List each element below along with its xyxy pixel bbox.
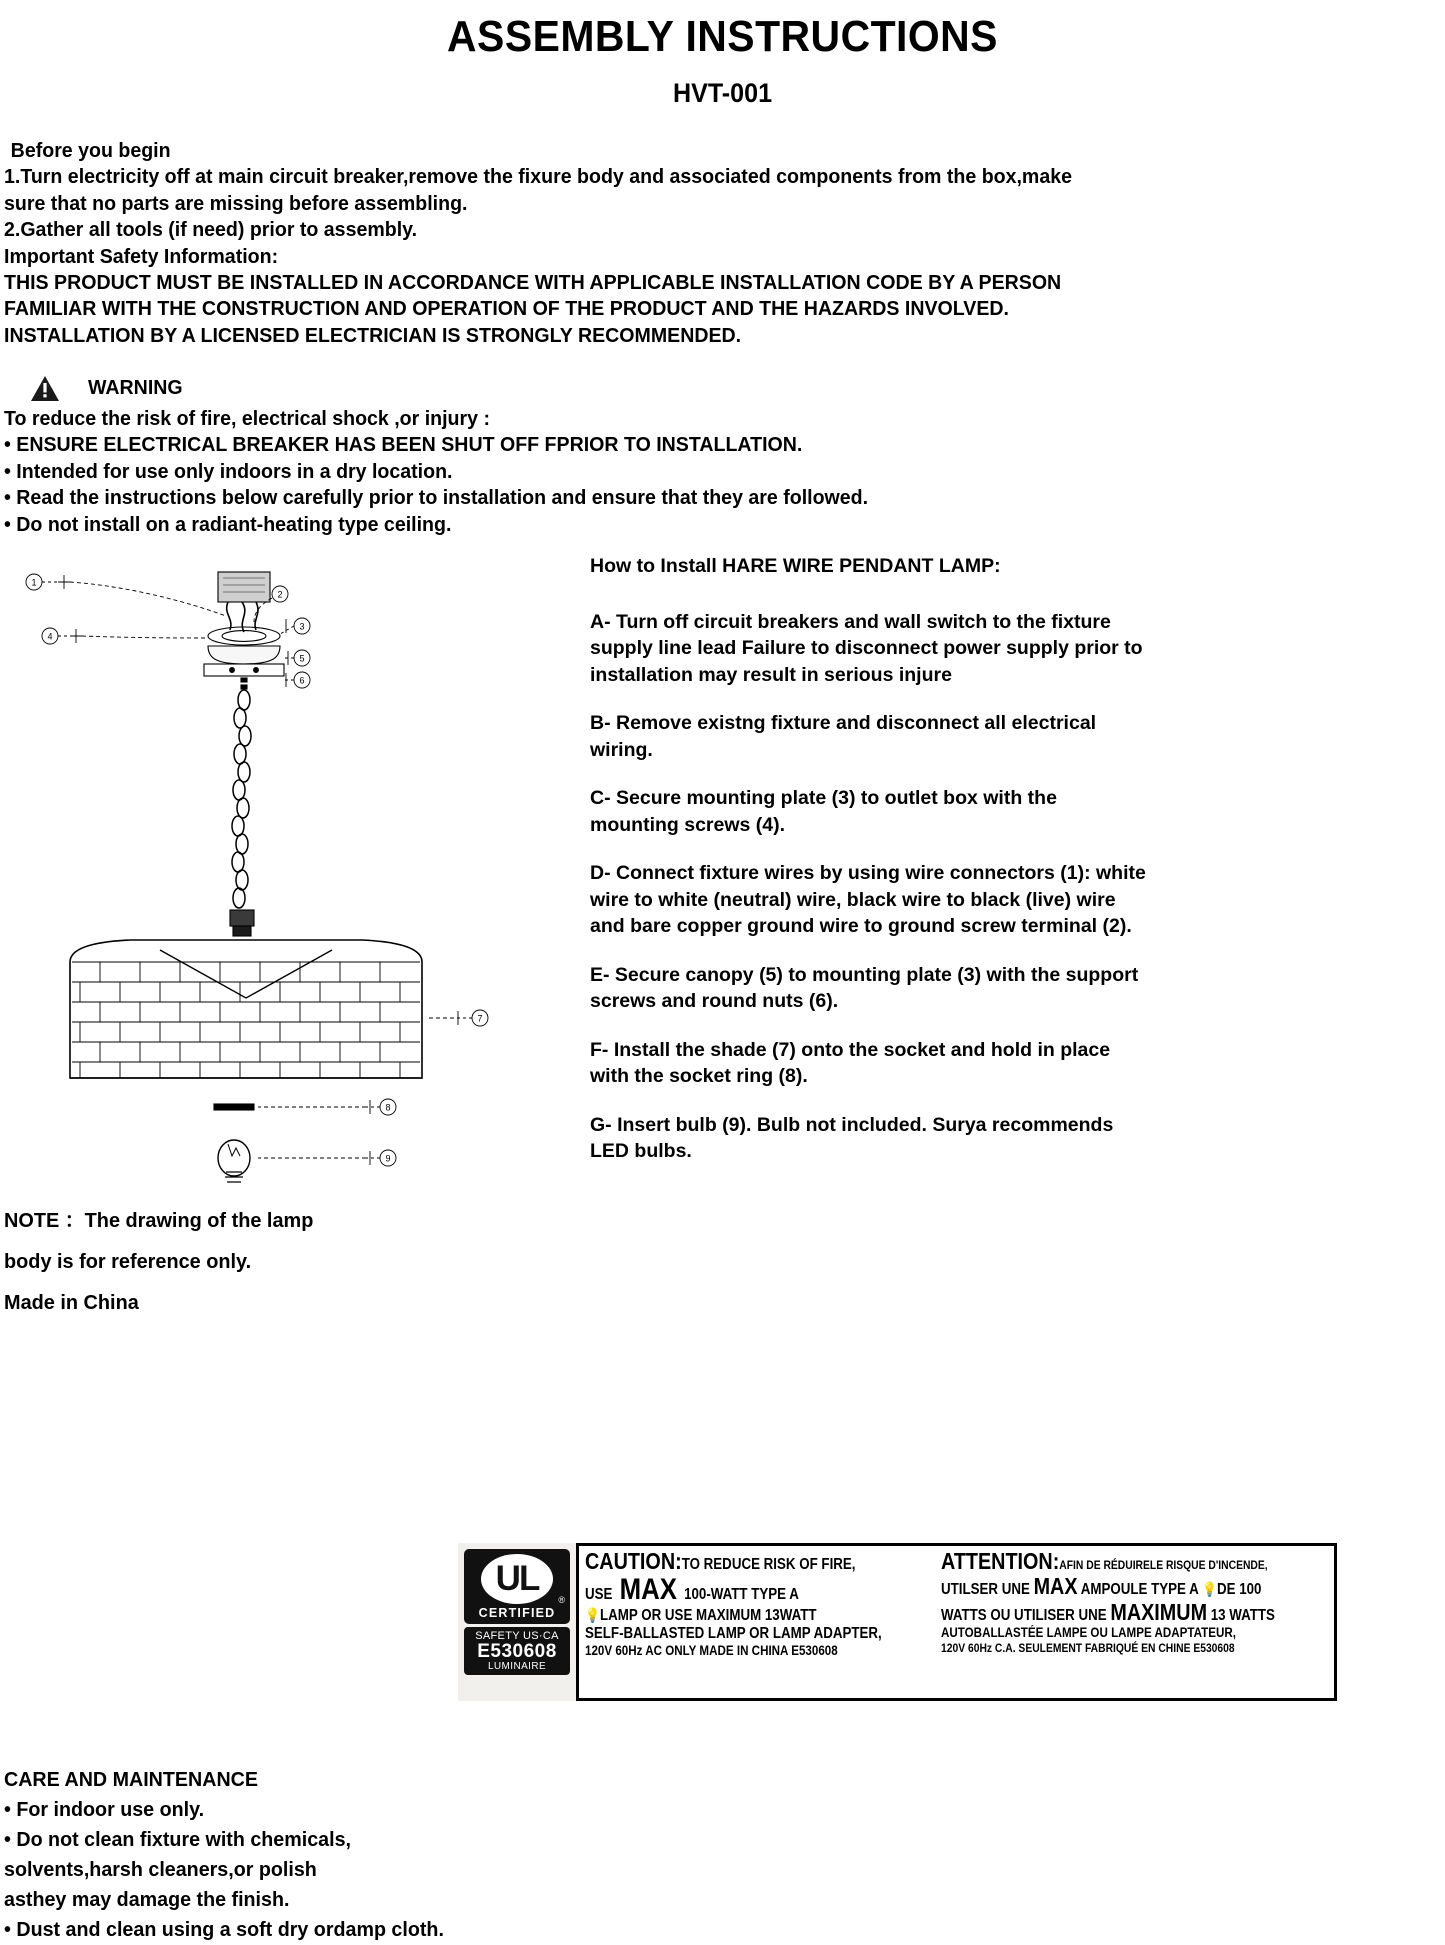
caution-line-1 [585, 1550, 882, 1573]
install-step-f: F- Install the shade (7) onto the socket and hold in place with the socket ring (8). [590, 1038, 1111, 1087]
registered-trademark-icon: ® [558, 1595, 565, 1605]
warning-header [4, 370, 1434, 406]
how-to-install-section [590, 553, 1150, 1165]
caution-line-3 [585, 1608, 882, 1624]
ul-file-number: E530608 [477, 1641, 557, 1662]
intro-line: FAMILIAR WITH THE CONSTRUCTION AND OPERATION OF THE PRODUCT AND THE HAZARDS INVOLVED. [4, 297, 1009, 321]
ul-mark-block [458, 1543, 576, 1701]
safety-info-heading: Important Safety Information: [4, 244, 279, 268]
attention-de-100: DE 100 [1217, 1581, 1262, 1599]
attention-line-3 [941, 1598, 1275, 1625]
callout-number: 7 [477, 1013, 483, 1024]
intro-line: 1.Turn electricity off at main circuit breaker,remove the fixure body and associated components from the box,make [4, 165, 1073, 189]
callout-number: 9 [385, 1153, 391, 1164]
ul-safety-scope: SAFETY US·CA [475, 1630, 559, 1642]
ul-caution-panel [576, 1543, 1337, 1701]
lamp-diagram-svg [18, 558, 538, 1208]
caution-wattage: 100-WATT TYPE A [684, 1586, 799, 1604]
attention-bold-word: ATTENTION: [941, 1548, 1060, 1574]
warning-bullet: • Do not install on a radiant-heating type ceiling. [4, 512, 452, 536]
ul-certification-label [458, 1543, 1275, 1701]
bulb-icon: 💡 [585, 1607, 600, 1624]
warning-bullet: • ENSURE ELECTRICAL BREAKER HAS BEEN SHUT OFF FPRIOR TO INSTALLATION. [4, 433, 803, 457]
attention-line-1-rest: AFIN DE RÉDUIRELE RISQUE D'INCENDE, [1059, 1558, 1268, 1572]
attention-maximum-word: MAXIMUM [1110, 1598, 1208, 1625]
attention-watts-prefix: WATTS OU UTILISER UNE [941, 1606, 1107, 1624]
bulb-icon: 💡 [1202, 1581, 1218, 1598]
install-step-c: C- Secure mounting plate (3) to outlet box with the mounting screws (4). [590, 787, 1057, 836]
ul-letters: UL [495, 1558, 539, 1598]
install-step-b: B- Remove existng fixture and disconnect all electrical wiring. [590, 712, 1097, 761]
intro-line: 2.Gather all tools (if need) prior to assembly. [4, 218, 418, 242]
warning-triangle-icon [30, 375, 60, 402]
ul-safety-block [464, 1627, 570, 1675]
warning-lead-text: To reduce the risk of fire, electrical shock ,or injury : [4, 407, 490, 430]
lamp-assembly-diagram [18, 558, 538, 1208]
callout-number: 2 [277, 589, 283, 600]
install-step-e: E- Secure canopy (5) to mounting plate (3) with the support screws and round nuts (6). [590, 963, 1139, 1012]
note-line-2: body is for reference only. [4, 1250, 252, 1273]
intro-line: THIS PRODUCT MUST BE INSTALLED IN ACCORDANCE WITH APPLICABLE INSTALLATION CODE BY A PERSON [4, 271, 1062, 295]
model-number: HVT-001 [672, 78, 773, 108]
care-line: • Dust and clean using a soft dry ordamp cloth. [4, 1918, 444, 1941]
warning-label: WARNING [88, 376, 183, 399]
intro-line: INSTALLATION BY A LICENSED ELECTRICIAN IS STRONGLY RECOMMENDED. [4, 323, 742, 347]
callout-number: 6 [299, 675, 305, 686]
ul-badge [464, 1549, 570, 1624]
care-line: asthey may damage the finish. [4, 1888, 290, 1911]
before-you-begin-heading: Before you begin [10, 139, 171, 162]
ul-category: LUMINAIRE [487, 1661, 547, 1673]
callout-number: 5 [299, 653, 305, 664]
how-to-install-title: How to Install HARE WIRE PENDANT LAMP: [590, 555, 1001, 577]
care-line: • Do not clean fixture with chemicals, [4, 1828, 351, 1851]
caution-french-column [935, 1546, 1334, 1698]
callout-number: 3 [299, 621, 305, 632]
warning-bullet: • Intended for use only indoors in a dry location. [4, 459, 453, 483]
attention-line-5: 120V 60Hz C.A. SEULEMENT FABRIQUÉ EN CHINE E530608 [941, 1641, 1235, 1656]
warning-section [4, 370, 1434, 538]
caution-line-5: 120V 60Hz AC ONLY MADE IN CHINA E530608 [585, 1642, 838, 1658]
install-step-d: D- Connect fixture wires by using wire connectors (1): white wire to white (neutral) wire, black wire to black (live) wire and bare copper ground wire to ground screw terminal (2). [590, 862, 1146, 937]
caution-bold-word: CAUTION: [585, 1548, 682, 1574]
callout-number: 1 [31, 577, 37, 588]
caution-line-4: SELF-BALLASTED LAMP OR LAMP ADAPTER, [585, 1624, 882, 1642]
intro-line: sure that no parts are missing before assembling. [4, 191, 468, 215]
care-line: solvents,harsh cleaners,or polish [4, 1858, 317, 1881]
callout-number: 4 [47, 631, 53, 642]
attention-line-1 [941, 1550, 1275, 1573]
warning-bullet: • Read the instructions below carefully prior to installation and ensure that they are followed. [4, 486, 869, 510]
care-heading: CARE AND MAINTENANCE [4, 1768, 259, 1791]
care-and-maintenance-section [4, 1765, 624, 1945]
page-title: ASSEMBLY INSTRUCTIONS [447, 12, 998, 61]
attention-line-4: AUTOBALLASTÉE LAMPE OU LAMPE ADAPTATEUR, [941, 1625, 1237, 1641]
caution-use-word: USE [585, 1586, 613, 1604]
attention-max-word: MAX [1033, 1573, 1078, 1600]
ul-logo-icon [481, 1554, 553, 1604]
caution-line-1-rest: TO REDUCE RISK OF FIRE, [681, 1556, 856, 1573]
install-step-a: A- Turn off circuit breakers and wall switch to the fixture supply line lead Failure to disconnect power supply prior to installation may result in serious injure [590, 610, 1143, 686]
caution-line-3-text: LAMP OR USE MAXIMUM 13WATT [599, 1607, 817, 1625]
caution-english-column [579, 1546, 935, 1698]
caution-max-word: MAX [619, 1573, 677, 1607]
attention-line-2 [941, 1575, 1275, 1598]
note-section [4, 1200, 564, 1323]
made-in-china-label: Made in China [4, 1291, 139, 1314]
caution-line-2 [585, 1575, 882, 1606]
before-you-begin-section [4, 138, 1434, 349]
attention-use-word: UTILSER UNE [941, 1581, 1030, 1599]
attention-bulb-type: AMPOULE TYPE A [1080, 1581, 1199, 1599]
care-line: • For indoor use only. [4, 1798, 205, 1821]
note-line-1: NOTE ：The drawing of the lamp [4, 1209, 314, 1232]
callout-number: 8 [385, 1102, 391, 1113]
ul-certified-text: CERTIFIED [478, 1606, 556, 1620]
attention-watts-value: 13 WATTS [1210, 1606, 1275, 1624]
install-step-g: G- Insert bulb (9). Bulb not included. Surya recommends LED bulbs. [590, 1113, 1114, 1162]
